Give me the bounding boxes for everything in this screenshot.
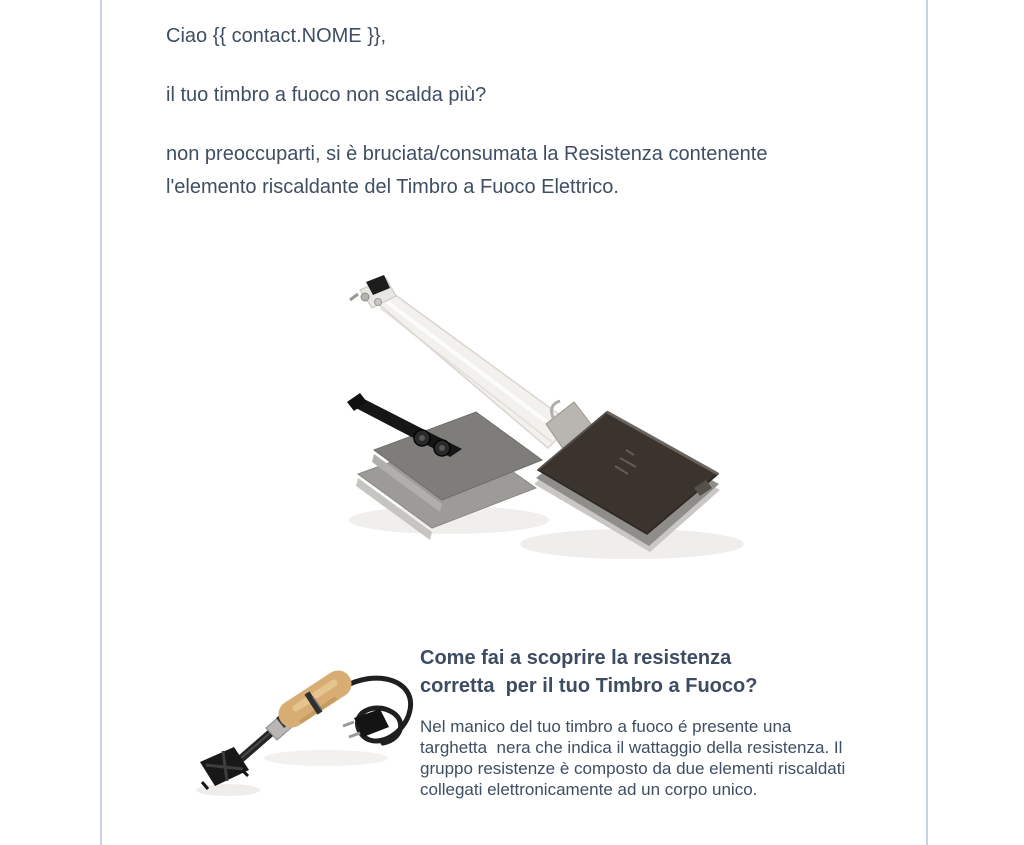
iron-photo-column — [166, 644, 420, 806]
question-text: il tuo timbro a fuoco non scalda più? — [166, 84, 487, 106]
resistance-info-text — [420, 644, 865, 800]
email-body — [102, 0, 926, 845]
section-body-text: Nel manico del tuo timbro a fuoco é presente una targhetta nera che indica il wattaggio della resistenza. Il gruppo resistenze è composto da due elementi riscaldati collegati elettronicamente ad un corpo unico. — [420, 717, 850, 799]
intro-paragraphs — [102, 0, 926, 204]
greeting-text: Ciao {{ contact.NOME }}, — [166, 25, 387, 47]
section-heading: Come fai a scoprire la resistenza corretta per il tuo Timbro a Fuoco? — [420, 647, 758, 697]
branding-iron-photo — [166, 666, 416, 806]
resistance-info-section — [166, 644, 926, 806]
explanation-text: non preoccuparti, si è bruciata/consumata la Resistenza contenente l'elemento riscaldante del Timbro a Fuoco Elettrico. — [166, 143, 774, 198]
content-right-border — [926, 0, 928, 845]
resistance-kit-photo — [254, 252, 774, 582]
